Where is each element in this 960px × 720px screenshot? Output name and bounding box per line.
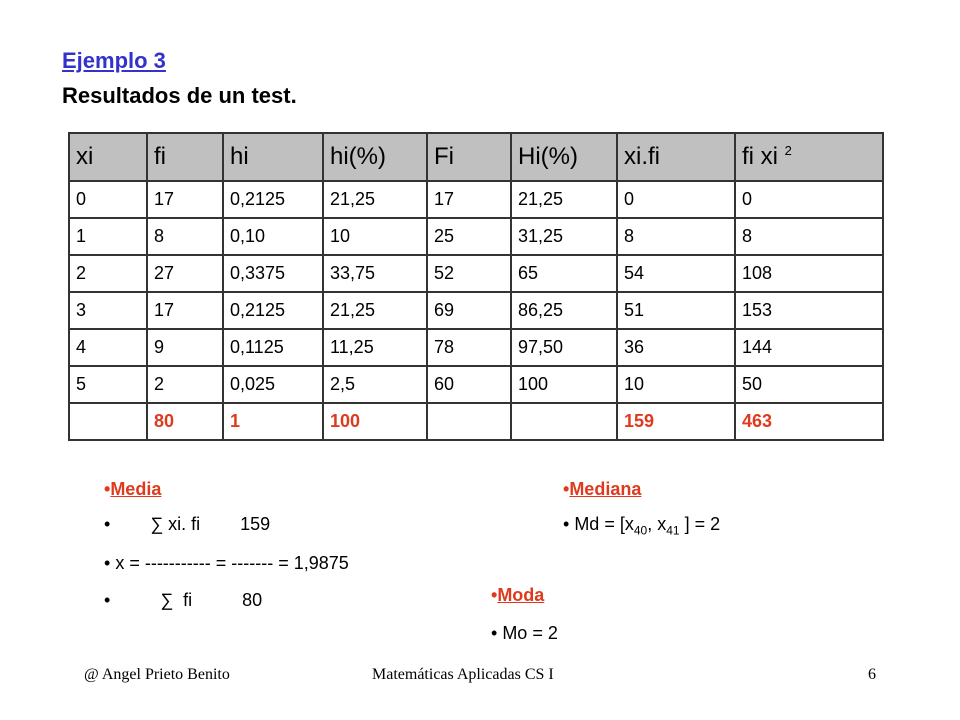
media-heading: •Media <box>104 479 162 499</box>
total-Fi <box>427 403 511 440</box>
header-fi-xi-label: fi xi <box>742 143 778 170</box>
mediana-mid: , x <box>647 514 667 534</box>
cell-hi-percent: 11,25 <box>323 329 427 366</box>
table-row <box>69 292 883 329</box>
cell-hi: 0,1125 <box>223 329 323 366</box>
media-line-denominator: • ∑ fi 80 <box>104 590 263 610</box>
table-row <box>69 218 883 255</box>
header-fi: fi <box>147 133 223 181</box>
media-denominator-text: ∑ fi 80 <box>160 590 263 610</box>
cell-Hi-percent: 21,25 <box>511 181 617 218</box>
header-exponent: 2 <box>784 143 792 158</box>
table-row <box>69 255 883 292</box>
cell-Fi: 60 <box>427 366 511 403</box>
cell-fi: 27 <box>147 255 223 292</box>
cell-hi-percent: 2,5 <box>323 366 427 403</box>
media-formula-text: x = ----------- = ------- = 1,9875 <box>115 553 349 573</box>
cell-xi: 2 <box>69 255 147 292</box>
cell-xi-fi: 10 <box>617 366 735 403</box>
cell-hi-percent: 33,75 <box>323 255 427 292</box>
mediana-sub-41: 41 <box>666 523 680 538</box>
cell-hi: 0,10 <box>223 218 323 255</box>
cell-xi: 1 <box>69 218 147 255</box>
moda-text: Mo = 2 <box>502 623 558 643</box>
total-fi: 80 <box>147 403 223 440</box>
cell-fi-xi-squared: 144 <box>735 329 883 366</box>
cell-fi-xi-squared: 153 <box>735 292 883 329</box>
frequency-table <box>68 132 884 441</box>
table-row <box>69 181 883 218</box>
cell-Hi-percent: 65 <box>511 255 617 292</box>
cell-hi: 0,2125 <box>223 292 323 329</box>
media-line-numerator: • ∑ xi. fi 159 <box>104 514 271 534</box>
cell-xi: 4 <box>69 329 147 366</box>
mediana-heading-label: Mediana <box>569 479 642 499</box>
media-numerator-text: ∑ xi. fi 159 <box>150 514 271 534</box>
cell-xi-fi: 54 <box>617 255 735 292</box>
cell-hi-percent: 10 <box>323 218 427 255</box>
media-line-formula: • x = ----------- = ------- = 1,9875 <box>104 553 349 573</box>
example-title-link[interactable]: Ejemplo 3 <box>62 48 166 73</box>
cell-Fi: 78 <box>427 329 511 366</box>
cell-xi-fi: 8 <box>617 218 735 255</box>
mediana-heading: •Mediana <box>563 479 642 499</box>
moda-heading: •Moda <box>491 585 545 605</box>
table-row <box>69 329 883 366</box>
cell-fi: 17 <box>147 181 223 218</box>
cell-hi: 0,025 <box>223 366 323 403</box>
total-Hi-percent <box>511 403 617 440</box>
mediana-suffix: ] = 2 <box>679 514 721 534</box>
total-hi: 1 <box>223 403 323 440</box>
moda-line: • Mo = 2 <box>491 623 558 643</box>
cell-fi-xi-squared: 8 <box>735 218 883 255</box>
mediana-sub-40: 40 <box>633 523 648 538</box>
cell-xi: 0 <box>69 181 147 218</box>
total-xi-fi: 159 <box>617 403 735 440</box>
cell-fi: 9 <box>147 329 223 366</box>
cell-Hi-percent: 97,50 <box>511 329 617 366</box>
cell-xi-fi: 51 <box>617 292 735 329</box>
mediana-prefix: Md = [x <box>574 514 634 534</box>
cell-Hi-percent: 100 <box>511 366 617 403</box>
header-Fi: Fi <box>427 133 511 181</box>
header-hi-percent: hi(%) <box>323 133 427 181</box>
total-hi-percent: 100 <box>323 403 427 440</box>
footer-author: @ Angel Prieto Benito <box>84 666 230 683</box>
cell-xi-fi: 0 <box>617 181 735 218</box>
cell-fi: 17 <box>147 292 223 329</box>
cell-fi-xi-squared: 0 <box>735 181 883 218</box>
cell-xi: 5 <box>69 366 147 403</box>
footer-page-number: 6 <box>868 666 876 683</box>
moda-heading-label: Moda <box>497 585 545 605</box>
cell-Hi-percent: 31,25 <box>511 218 617 255</box>
totals-row <box>69 403 883 440</box>
header-xi-fi: xi.fi <box>617 133 735 181</box>
table-row <box>69 366 883 403</box>
cell-Hi-percent: 86,25 <box>511 292 617 329</box>
header-Hi-percent: Hi(%) <box>511 133 617 181</box>
cell-fi-xi-squared: 50 <box>735 366 883 403</box>
cell-Fi: 17 <box>427 181 511 218</box>
cell-Fi: 52 <box>427 255 511 292</box>
cell-hi-percent: 21,25 <box>323 181 427 218</box>
cell-Fi: 69 <box>427 292 511 329</box>
header-xi: xi <box>69 133 147 181</box>
cell-xi: 3 <box>69 292 147 329</box>
mediana-line: • $Md = [x_{40}$, $x_{41}$ ] = 2 <box>563 514 721 538</box>
cell-fi: 2 <box>147 366 223 403</box>
table-header-row <box>69 133 883 181</box>
cell-hi: 0,3375 <box>223 255 323 292</box>
footer-course: Matemáticas Aplicadas CS I <box>372 666 554 683</box>
cell-hi: 0,2125 <box>223 181 323 218</box>
page-subtitle: Resultados de un test. <box>62 83 297 108</box>
cell-hi-percent: 21,25 <box>323 292 427 329</box>
cell-xi-fi: 36 <box>617 329 735 366</box>
media-heading-label: Media <box>110 479 162 499</box>
cell-fi-xi-squared: 108 <box>735 255 883 292</box>
cell-Fi: 25 <box>427 218 511 255</box>
total-xi <box>69 403 147 440</box>
header-fi-xi-squared <box>735 133 883 181</box>
cell-fi: 8 <box>147 218 223 255</box>
header-hi: hi <box>223 133 323 181</box>
total-fi-xi-squared: 463 <box>735 403 883 440</box>
